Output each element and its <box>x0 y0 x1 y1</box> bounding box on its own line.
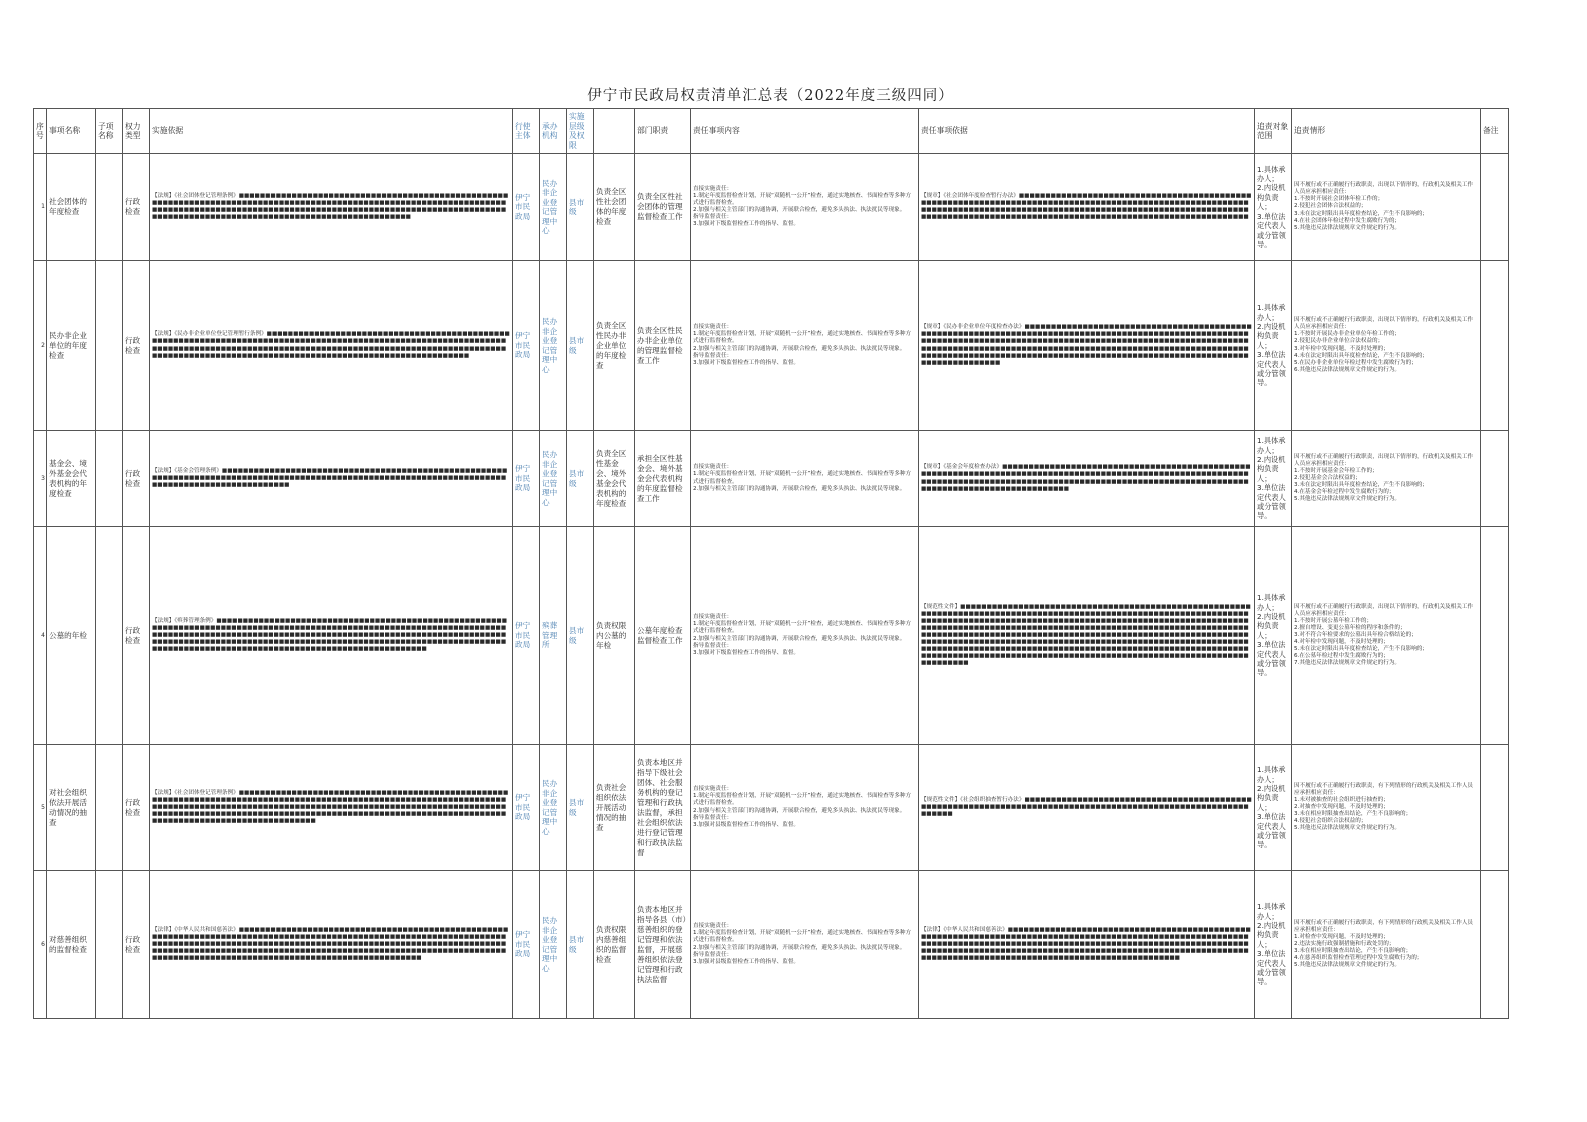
row-dept: 负责本地区并指导各县（市）慈善组织的登记管理和依法监督，开展慈善组织依法登记管理和行政执法监督 <box>635 871 691 1019</box>
table-row <box>34 871 1509 1019</box>
page-title: 伊宁市民政局权责清单汇总表（2022年度三级四同） <box>587 88 954 104</box>
row-sub <box>96 871 123 1019</box>
header-scope: 追责对象范围 <box>1255 109 1292 154</box>
row-basis: 【法规】《殡葬管理条例》■■■■■■■■■■■■■■■■■■■■■■■■■■■■■■■■■■■■■■■■■■■■■■■■■■■■■■■■■■■■■■■■■■■■■■■■■■■■■■■■■■■■■■■■■■■■■■■■■■■■■■■■■■■■■■■■■■■■■■■■■■■■■■■■■■■■■■■■■■■■■■■■■■■■■■■■■■■■■■■■■■■■■■■■■■■■■■■■■■■■■■■■■■■■■■■■■■■■■■■■■■■■■■■■■■■■■■■■■■■■■■■■■■■■■■■■■■■■■■■■■■■■■■■■■■■■■■■■■■■■■■■■■■■■■■■■■■■■■■■■■■■■■■■■■■■■■■■■■■■■■■■■■■■■ <box>150 527 513 745</box>
row-subject: 伊宁市民政局 <box>513 871 540 1019</box>
header-row <box>34 109 1509 154</box>
row-kind: 行政检查 <box>123 154 150 261</box>
row-situation: 因不履行或不正确履行行政职责，有下列情形的行政机关及相关工作人员应承担相应责任： 1.未对被抽查的社会组织进行抽查的； 2.对抽查中发现问题，不及时处理的； 3.未在相应时限抽查出结论，产生不良影响的； 4.侵犯社会组织合法权益的； 5.其他违反法律法规规章文件规定的行为。 <box>1292 745 1481 871</box>
header-situation: 追责情形 <box>1292 109 1481 154</box>
row-org: 民办非企业登记管理中心 <box>540 431 567 527</box>
header-item: 事项名称 <box>47 109 96 154</box>
row-seq: 6 <box>34 871 47 1019</box>
row-note <box>1481 261 1509 431</box>
row-dept: 公墓年度检查监督检查工作 <box>635 527 691 745</box>
header-note: 备注 <box>1481 109 1509 154</box>
row-resp-basis: 【规章】《基金会年度检查办法》■■■■■■■■■■■■■■■■■■■■■■■■■■■■■■■■■■■■■■■■■■■■■■■■■■■■■■■■■■■■■■■■■■■■■■■■■■■■■■■■■■■■■■■■■■■■■■■■■■■■■■■■■■■■■■■■■■■■■■■■■■■■■■■■■■■■■■■■■■■■■■■■■■■■■■■■■■■■■■■■■■■■■■■■■■■■■■■■■■■■■■■■■■■■■■■■■■■■■■■ <box>919 431 1255 527</box>
row-level: 县市级 <box>567 745 594 871</box>
row-scope: 1.具体承办人； 2.内设机构负责人； 3.单位法定代表人或分管领导。 <box>1255 261 1292 431</box>
row-resp: 直接实施责任： 1.制定年度监督检查计划，开展“双随机一公开”检查，通过实地核查、书面检查等多种方式进行监督检查。 2.加强与相关主管部门的沟通协调，开展联合检查，避免多头执法、执法扰民等现象。 指导监督责任： 3.加强对县级监督检查工作的指导、监督。 <box>691 871 919 1019</box>
row-level: 县市级 <box>567 431 594 527</box>
header-blank <box>594 109 635 154</box>
row-level: 县市级 <box>567 261 594 431</box>
header-dept: 部门职责 <box>635 109 691 154</box>
row-situation: 因不履行或不正确履行行政职责，出现以下情形的，行政机关及相关工作人员应承担相应责任： 1.不按时开展社会团体年检工作的； 2.侵犯社会团体合法权益的； 3.未在法定时限出具年度检查结论，产生不良影响的； 4.在社会团体年检过程中发生腐败行为的； 5.其他违反法律法规规章文件规定的行为。 <box>1292 154 1481 261</box>
row-scope: 1.具体承办人； 2.内设机构负责人； 3.单位法定代表人或分管领导。 <box>1255 745 1292 871</box>
row-scope: 1.具体承办人； 2.内设机构负责人； 3.单位法定代表人或分管领导。 <box>1255 154 1292 261</box>
row-org: 殡葬管理所 <box>540 527 567 745</box>
row-dept: 负责本地区并指导下级社会团体、社会服务机构的登记管理和行政执法监督，承担社会组织依法进行登记管理和行政执法监督 <box>635 745 691 871</box>
row-resp-basis: 【规章】《民办非企业单位年度检查办法》■■■■■■■■■■■■■■■■■■■■■■■■■■■■■■■■■■■■■■■■■■■■■■■■■■■■■■■■■■■■■■■■■■■■■■■■■■■■■■■■■■■■■■■■■■■■■■■■■■■■■■■■■■■■■■■■■■■■■■■■■■■■■■■■■■■■■■■■■■■■■■■■■■■■■■■■■■■■■■■■■■■■■■■■■■■■■■■■■■■■■■■■■■■■■■■■■■■■■■■■■■■■■■■■■■■■■■■■■■■■■■■■■■■■■■■■■■■■■■■■■■■■■■■■■■■■■■■■■■■■■■■■■■■■■■■■■■■■■■■■■■■■■■■■■■■■■■■■■■■■■■■■■■ <box>919 261 1255 431</box>
row-basis: 【法规】《社会团体登记管理条例》■■■■■■■■■■■■■■■■■■■■■■■■■■■■■■■■■■■■■■■■■■■■■■■■■■■■■■■■■■■■■■■■■■■■■■■■■■■■■■■■■■■■■■■■■■■■■■■■■■■■■■■■■■■■■■■■■■■■■■■■■■■■■■■■■■■■■■■■■■■■■■■■■■■■■■■■■■■■■■■■■■■■■■■■■■■■■■■■■■■■■■■■■■■■■■■■■■■■■■■■■■■■■■■■■■■■■■■■■■■■■■■■■■■■■■■■■■■■■■■■■■■■■■■■■■■■■■■■■■■■■■■■■■■■■■■■■■■■■■■■■■■ <box>150 745 513 871</box>
row-note <box>1481 745 1509 871</box>
row-dept-scope: 负责全区性民办非企业单位的年度检查 <box>594 261 635 431</box>
header-resp: 责任事项内容 <box>691 109 919 154</box>
row-dept-scope: 负责全区性社会团体的年度检查 <box>594 154 635 261</box>
row-sub <box>96 261 123 431</box>
row-note <box>1481 871 1509 1019</box>
row-sub <box>96 527 123 745</box>
row-sub <box>96 154 123 261</box>
row-item-name: 社会团体的年度检查 <box>47 154 96 261</box>
table-row <box>34 527 1509 745</box>
row-scope: 1.具体承办人； 2.内设机构负责人； 3.单位法定代表人或分管领导。 <box>1255 871 1292 1019</box>
row-dept-scope: 负责权限内公墓的年检 <box>594 527 635 745</box>
row-resp: 直接实施责任： 1.制定年度监督检查计划，开展“双随机一公开”检查，通过实地核查、书面检查等多种方式进行监督检查。 2.加强与相关主管部门的沟通协调，开展联合检查，避免多头执法、执法扰民等现象。 <box>691 431 919 527</box>
row-situation: 因不履行或不正确履行行政职责，出现以下情形的，行政机关及相关工作人员应承担相应责任： 1.不按时开展基金会年检工作的； 2.侵犯基金会合法权益的； 3.未在法定时限出具年度检查结论，产生不良影响的； 4.在基金会年检过程中发生腐败行为的； 5.其他违反法律法规规章文件规定的行为。 <box>1292 431 1481 527</box>
table-row <box>34 261 1509 431</box>
row-basis: 【法规】《基金会管理条例》■■■■■■■■■■■■■■■■■■■■■■■■■■■■■■■■■■■■■■■■■■■■■■■■■■■■■■■■■■■■■■■■■■■■■■■■■■■■■■■■■■■■■■■■■■■■■■■■■■■■■■■■■■■■■■■■■■■■■■■■■■■■■■■■■■■■■■■■■■■■■■■■■■■ <box>150 431 513 527</box>
row-item-name: 对社会组织依法开展活动情况的抽查 <box>47 745 96 871</box>
row-resp-basis: 【规范性文件】《社会组织抽查暂行办法》■■■■■■■■■■■■■■■■■■■■■■■■■■■■■■■■■■■■■■■■■■■■■■■■■■■■■■■■■■■■■■■■■■■■■■■■■■■■■■■■■■■■■■■■■■■■■■■■■■■■■■■■■■■■■■■ <box>919 745 1255 871</box>
row-subject: 伊宁市民政局 <box>513 154 540 261</box>
row-resp: 直接实施责任： 1.制定年度监督检查计划，开展“双随机一公开”检查，通过实地核查、书面检查等多种方式进行监督检查。 2.加强与相关主管部门的沟通协调，开展联合检查，避免多头执法、执法扰民等现象。 指导监督责任： 3.加强对下级监督检查工作的指导、监督。 <box>691 261 919 431</box>
table-row <box>34 154 1509 261</box>
row-subject: 伊宁市民政局 <box>513 527 540 745</box>
row-seq: 4 <box>34 527 47 745</box>
row-dept: 负责全区性民办非企业单位的管理监督检查工作 <box>635 261 691 431</box>
row-note <box>1481 431 1509 527</box>
header-basis: 实施依据 <box>150 109 513 154</box>
row-kind: 行政检查 <box>123 431 150 527</box>
row-scope: 1.具体承办人； 2.内设机构负责人； 3.单位法定代表人或分管领导。 <box>1255 431 1292 527</box>
row-dept-scope: 负责社会组织依法开展活动情况的抽查 <box>594 745 635 871</box>
document-page <box>33 86 1508 1019</box>
header-level: 实施层级及权限 <box>567 109 594 154</box>
row-resp-basis: 【规范性文件】■■■■■■■■■■■■■■■■■■■■■■■■■■■■■■■■■■■■■■■■■■■■■■■■■■■■■■■■■■■■■■■■■■■■■■■■■■■■■■■■■■■■■■■■■■■■■■■■■■■■■■■■■■■■■■■■■■■■■■■■■■■■■■■■■■■■■■■■■■■■■■■■■■■■■■■■■■■■■■■■■■■■■■■■■■■■■■■■■■■■■■■■■■■■■■■■■■■■■■■■■■■■■■■■■■■■■■■■■■■■■■■■■■■■■■■■■■■■■■■■■■■■■■■■■■■■■■■■■■■■■■■■■■■■■■■■■■■■■■■■■■■■■■■■■■■■■■■■■■■■■■■■■■■■■■■■■■■■■■■■■■■■■■■■■■■■■■■■■■■■■■■■■■■■■■■■■■■■■■■■■■■■■■■■■■■■■■■■■■■■■■■■■■■■■■■■■■■■■■■■■■■■■■■■■■■■■■■■■■■■■■■■■■■■■■■■■■■■■■■■■■■■■■■■■■■■■■■■■■■■■■■■■■■■■■■■■■■■■■■■■■■■■■■■■■■■■■■■■■ <box>919 527 1255 745</box>
header-org: 承办机构 <box>540 109 567 154</box>
row-dept-scope: 负责权限内慈善组织的监督检查 <box>594 871 635 1019</box>
row-resp: 直接实施责任： 1.制定年度监督检查计划，开展“双随机一公开”检查，通过实地核查、书面检查等多种方式进行监督检查。 2.加强与相关主管部门的沟通协调，开展联合检查，避免多头执法、执法扰民等现象。 指导监督责任： 3.加强对下级监督检查工作的指导、监督。 <box>691 527 919 745</box>
row-kind: 行政检查 <box>123 745 150 871</box>
row-note <box>1481 527 1509 745</box>
row-kind: 行政检查 <box>123 527 150 745</box>
row-org: 民办非企业登记管理中心 <box>540 745 567 871</box>
row-dept-scope: 负责全区性基金会、境外基金会代表机构的年度检查 <box>594 431 635 527</box>
responsibility-table <box>33 108 1509 1019</box>
row-seq: 5 <box>34 745 47 871</box>
row-org: 民办非企业登记管理中心 <box>540 261 567 431</box>
header-sub: 子项名称 <box>96 109 123 154</box>
row-level: 县市级 <box>567 527 594 745</box>
row-basis: 【法规】《社会团体登记管理条例》■■■■■■■■■■■■■■■■■■■■■■■■■■■■■■■■■■■■■■■■■■■■■■■■■■■■■■■■■■■■■■■■■■■■■■■■■■■■■■■■■■■■■■■■■■■■■■■■■■■■■■■■■■■■■■■■■■■■■■■■■■■■■■■■■■■■■■■■■■■■■■■■■■■■■■■■■■■■■■■■■■■■■■■■■■■■■■■■■■■■■■■■■■■■■■■■■■■■■■■■■■■■■■■■■■■■■■■■■■■■■■■■■■■■■■■■■■ <box>150 154 513 261</box>
row-subject: 伊宁市民政局 <box>513 745 540 871</box>
row-seq: 2 <box>34 261 47 431</box>
row-subject: 伊宁市民政局 <box>513 431 540 527</box>
table-row <box>34 745 1509 871</box>
row-basis: 【法规】《民办非企业单位登记管理暂行条例》■■■■■■■■■■■■■■■■■■■■■■■■■■■■■■■■■■■■■■■■■■■■■■■■■■■■■■■■■■■■■■■■■■■■■■■■■■■■■■■■■■■■■■■■■■■■■■■■■■■■■■■■■■■■■■■■■■■■■■■■■■■■■■■■■■■■■■■■■■■■■■■■■■■■■■■■■■■■■■■■■■■■■■■■■■■■■■■■■■■■■■■■■■■■■■■■■■■■■■■■■■■■■■■■■■■■■■■■■■■■■■■■■■■■■■■■■■■■■■■■ <box>150 261 513 431</box>
row-situation: 因不履行或不正确履行行政职责，出现以下情形的，行政机关及相关工作人员应承担相应责任： 1.不按时开展公墓年检工作的； 2.擅自增设、变更公墓年检的程序和条件的； 3.对不符合年检要求的公墓出具年检合格结论的； 4.对年检中发现问题，不及时处理的； 5.未在法定时限出具年度检查结论，产生不良影响的； 6.在公墓年检过程中发生腐败行为的； 7.其他违反法律法规规章文件规定的行为。 <box>1292 527 1481 745</box>
row-item-name: 基金会、境外基金会代表机构的年度检查 <box>47 431 96 527</box>
row-kind: 行政检查 <box>123 261 150 431</box>
row-sub <box>96 745 123 871</box>
row-scope: 1.具体承办人； 2.内设机构负责人； 3.单位法定代表人或分管领导。 <box>1255 527 1292 745</box>
row-dept: 负责全区性社会团体的管理监督检查工作 <box>635 154 691 261</box>
row-item-name: 对慈善组织的监督检查 <box>47 871 96 1019</box>
row-situation: 因不履行或不正确履行行政职责，出现以下情形的，行政机关及相关工作人员应承担相应责任： 1.不按时开展民办非企业单位年检工作的； 2.侵犯民办非企业单位合法权益的； 3.对年检中发现问题，不及时处理的； 4.未在法定时限出具年度检查结论，产生不良影响的； 5.在民办非企业单位年检过程中发生腐败行为的； 6.其他违反法律法规规章文件规定的行为。 <box>1292 261 1481 431</box>
row-seq: 3 <box>34 431 47 527</box>
table-row <box>34 431 1509 527</box>
row-org: 民办非企业登记管理中心 <box>540 154 567 261</box>
header-kind: 权力类型 <box>123 109 150 154</box>
row-item-name: 公墓的年检 <box>47 527 96 745</box>
row-situation: 因不履行或不正确履行行政职责，有下列情形的行政机关及相关工作人员应承担相应责任： 1.对检查中发现问题，不及时处理的； 2.违法实施行政强制措施和行政处罚的； 3.未在相应时限抽查出结论，产生不良影响的； 4.在慈善组织监督检查管理过程中发生腐败行为的； 5.其他违反法律法规规章文件规定的行为。 <box>1292 871 1481 1019</box>
row-resp: 直接实施责任： 1.制定年度监督检查计划，开展“双随机一公开”检查，通过实地核查、书面检查等多种方式进行监督检查。 2.加强与相关主管部门的沟通协调，开展联合检查，避免多头执法、执法扰民等现象。 指导监督责任： 3.加强对县级监督检查工作的指导、监督。 <box>691 745 919 871</box>
header-subject: 行使主体 <box>513 109 540 154</box>
row-resp: 直接实施责任： 1.制定年度监督检查计划，开展“双随机一公开”检查，通过实地核查、书面检查等多种方式进行监督检查。 2.加强与相关主管部门的沟通协调，开展联合检查，避免多头执法、执法扰民等现象。 指导监督责任： 3.加强对下级监督检查工作的指导、监督。 <box>691 154 919 261</box>
row-dept: 承担全区性基金会、境外基金会代表机构的年度监督检查工作 <box>635 431 691 527</box>
row-sub <box>96 431 123 527</box>
header-respbasis: 责任事项依据 <box>919 109 1255 154</box>
row-subject: 伊宁市民政局 <box>513 261 540 431</box>
row-org: 民办非企业登记管理中心 <box>540 871 567 1019</box>
row-level: 县市级 <box>567 154 594 261</box>
row-item-name: 民办非企业单位的年度检查 <box>47 261 96 431</box>
row-resp-basis: 【法律】《中华人民共和国慈善法》■■■■■■■■■■■■■■■■■■■■■■■■■■■■■■■■■■■■■■■■■■■■■■■■■■■■■■■■■■■■■■■■■■■■■■■■■■■■■■■■■■■■■■■■■■■■■■■■■■■■■■■■■■■■■■■■■■■■■■■■■■■■■■■■■■■■■■■■■■■■■■■■■■■■■■■■■■■■■■■■■■■■■■■■■■■■■■■■■■■■■■■■■■■■■■■■■■■■■■■■■■■■■■■■■■■■■■■■■■■■■■■■■■■■■■■■■■■■■■■■■■■■■■■■■■■■■■■■■■■■■■■■■■■■■■■■■■■■■■■■■ <box>919 871 1255 1019</box>
row-kind: 行政检查 <box>123 871 150 1019</box>
row-resp-basis: 【规章】《社会团体年度检查暂行办法》■■■■■■■■■■■■■■■■■■■■■■■■■■■■■■■■■■■■■■■■■■■■■■■■■■■■■■■■■■■■■■■■■■■■■■■■■■■■■■■■■■■■■■■■■■■■■■■■■■■■■■■■■■■■■■■■■■■■■■■■■■■■■■■■■■■■■■■■■■■■■■■■■■■■■■■■■■■■■■■■■■■■■■■■■■■■■■■■■■■■■■■■■■■■■■■■■■■■■■■■■■■■■■■■■■■■■■■■■■■■■■■■■■■■■■ <box>919 154 1255 261</box>
row-level: 县市级 <box>567 871 594 1019</box>
row-note <box>1481 154 1509 261</box>
row-seq: 1 <box>34 154 47 261</box>
row-basis: 【法律】《中华人民共和国慈善法》■■■■■■■■■■■■■■■■■■■■■■■■■■■■■■■■■■■■■■■■■■■■■■■■■■■■■■■■■■■■■■■■■■■■■■■■■■■■■■■■■■■■■■■■■■■■■■■■■■■■■■■■■■■■■■■■■■■■■■■■■■■■■■■■■■■■■■■■■■■■■■■■■■■■■■■■■■■■■■■■■■■■■■■■■■■■■■■■■■■■■■■■■■■■■■■■■■■■■■■■■■■■■■■■■■■■■■■■■■■■■■■■■■■■■■■■■■■■■■■■■■■■■■■■■■■■■■■■■■■■■■■■■■■■■■■■■■■■■■■■■■■■■■■■■■■■■■■■■■■■■■■ <box>150 871 513 1019</box>
header-seq: 序号 <box>34 109 47 154</box>
